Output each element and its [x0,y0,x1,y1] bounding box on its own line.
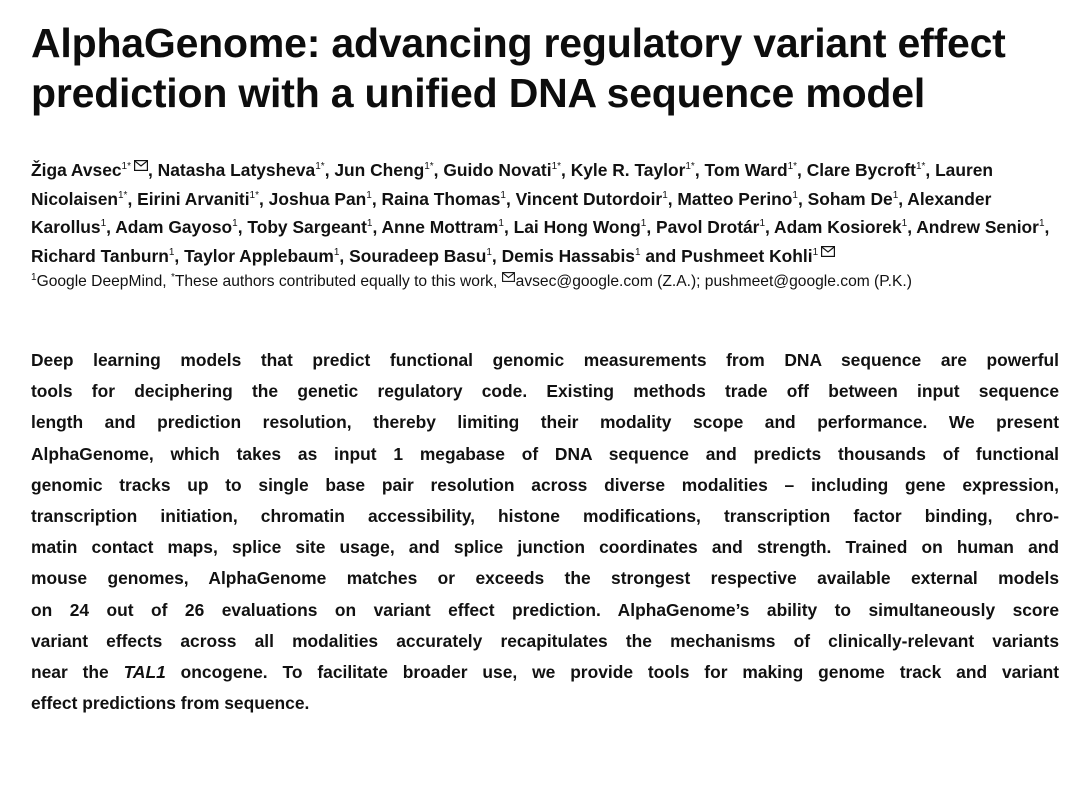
affiliation-org: Google DeepMind, [36,273,167,290]
author-name: Natasha Latysheva [157,160,316,180]
author-name: Kyle R. Taylor [570,160,686,180]
envelope-icon [821,246,835,257]
author-affiliation-sup: 1 [333,246,340,258]
author-name: Demis Hassabis [501,245,635,266]
author-name: Alexander Karollus [31,188,992,237]
author-affiliation-sup: 1* [915,161,926,173]
abstract-line: transcription initiation, chromatin accessibility, histone modifications, transcription factor binding, chro- [31,506,1059,527]
author-affiliation-sup: 1 [901,218,908,230]
author-affiliation-sup: 1 [1038,218,1045,230]
author-name: Andrew Senior [916,217,1039,237]
author-affiliation-sup: 1 [366,218,373,230]
author-name: Adam Gayoso [115,217,233,237]
author-name: Clare Bycroft [806,160,916,180]
author-affiliation-sup: 1 [500,189,506,201]
abstract-text: oncogene. To facilitate broader use, we provide tools for making genome track and variant [165,662,1059,683]
abstract-line: on 24 out of 26 evaluations on variant effect prediction. AlphaGenome’s ability to simultaneously score [31,599,1059,620]
author-affiliation-sup: 1 [232,218,238,230]
author-name: Tom Ward [704,160,788,180]
equal-contribution-note: These authors contributed equally to this work, [174,273,498,290]
author-affiliation-sup: 1 [498,218,504,230]
author-affiliation-sup: 1 [792,189,798,201]
author-name: Vincent Dutordoir [515,188,663,209]
author-name: Joshua Pan [268,188,367,209]
author-name: Richard Tanburn [31,245,169,266]
author-name: Pushmeet Kohli [681,245,813,266]
abstract-line: matin contact maps, splice site usage, and splice junction coordinates and strength. Trained on human and [31,537,1059,558]
author-list: Žiga Avsec$^{1*}$ , Natasha Latysheva$^{1*}$, Jun Cheng$^{1*}$, Guido Novati$^{1*}$, Kyle R. Taylor$^{1*}$, Tom Ward$^{1*}$, Clare Bycroft$^{1*}$, Lauren Nicolaisen$^{1*}$, Eirini Arvaniti$^{1*}$, Joshua Pan$^1$, Raina Thomas$^1$, Vincent Dutordoir$^1$, Matteo Perino$^1$, Soham De$^1$, Alexander Karollus$^1$, Adam Gayoso$^1$, Toby Sargeant$^1$, Anne Mottram$^1$, Lai Hong Wong$^1$, Pavol Drotár$^1$, Adam Kosiorek$^1$, Andrew Senior$^1$, Richard Tanburn$^1$, Taylor Applebaum$^1$, Souradeep Basu$^1$, Demis Hassabis$^1$ and Pushmeet Kohli$^1$ [31,160,1050,266]
author-name: Toby Sargeant [247,217,367,237]
author-name: Lauren Nicolaisen [31,160,994,209]
abstract-line: effect predictions from sequence. [31,693,310,714]
affiliation-line [31,271,1059,293]
contact-emails: avsec@google.com (Z.A.); pushmeet@google.com (P.K.) [515,273,912,290]
abstract-line: length and prediction resolution, thereby limiting their modality scope and performance. We present [31,412,1059,433]
author-affiliation-sup: 1 [168,246,175,258]
author-name: Souradeep Basu [349,245,487,266]
author-affiliation-sup: 1 [892,189,899,201]
author-affiliation-sup: 1* [424,161,434,173]
author-name: Pavol Drotár [656,217,760,237]
abstract-line: variant effects across all modalities accurately recapitulates the mechanisms of clinically-relevant variants [31,630,1059,651]
envelope-icon [134,160,148,171]
paper-header [31,18,1059,719]
author-affiliation-sup: 1* [787,161,798,173]
author-name: Raina Thomas [381,188,501,209]
author-affiliation-sup: 1* [315,161,325,173]
author-affiliation-sup: 1* [121,161,131,173]
paper-title: AlphaGenome: advancing regulatory variant effect prediction with a unified DNA sequence model [31,20,1006,116]
author-name: Anne Mottram [381,217,499,237]
author-affiliation-sup: 1 [486,246,492,258]
abstract-text: near the [31,662,124,683]
abstract [31,345,1059,719]
author-name: Eirini Arvaniti [137,188,250,209]
author-affiliation-sup: 1 [640,218,647,230]
author-name: Guido Novati [443,160,552,180]
author-name: Lai Hong Wong [513,217,641,237]
gene-name-tal1: TAL1 [123,662,166,683]
author-affiliation-sup: 1 [634,246,641,258]
abstract-line: Deep learning models that predict functional genomic measurements from DNA sequence are powerful [31,350,1059,370]
author-name: Soham De [807,188,893,209]
abstract-line: mouse genomes, AlphaGenome matches or exceeds the strongest respective available external models [31,568,1059,589]
envelope-icon [502,272,515,282]
author-affiliation-sup: 1* [685,161,695,173]
author-name: Matteo Perino [677,188,793,209]
author-name: Jun Cheng [334,160,425,180]
author-affiliation-sup: 1* [249,189,259,201]
affiliation-number: 1 [31,271,37,283]
abstract-line: tools for deciphering the genetic regulatory code. Existing methods trade off between input sequence [31,381,1059,402]
author-affiliation-sup: 1 [366,189,372,201]
author-affiliation-sup: 1* [118,189,128,201]
abstract-line: AlphaGenome, which takes as input 1 megabase of DNA sequence and predicts thousands of functional [31,443,1059,464]
abstract-line: genomic tracks up to single base pair resolution across diverse modalities – including gene expression, [31,474,1059,495]
abstract-line [31,657,1059,688]
author-name: Taylor Applebaum [184,245,334,266]
author-affiliation-sup: 1 [662,189,668,201]
author-affiliation-sup: 1 [759,218,766,230]
equal-contribution-marker: * [170,271,175,283]
author-affiliation-sup: 1 [100,218,107,230]
author-name: Žiga Avsec [31,160,122,180]
author-conjunction: and [645,245,677,266]
author-name: Adam Kosiorek [774,217,902,237]
author-affiliation-sup: 1 [812,246,819,258]
author-affiliation-sup: 1* [551,161,562,173]
